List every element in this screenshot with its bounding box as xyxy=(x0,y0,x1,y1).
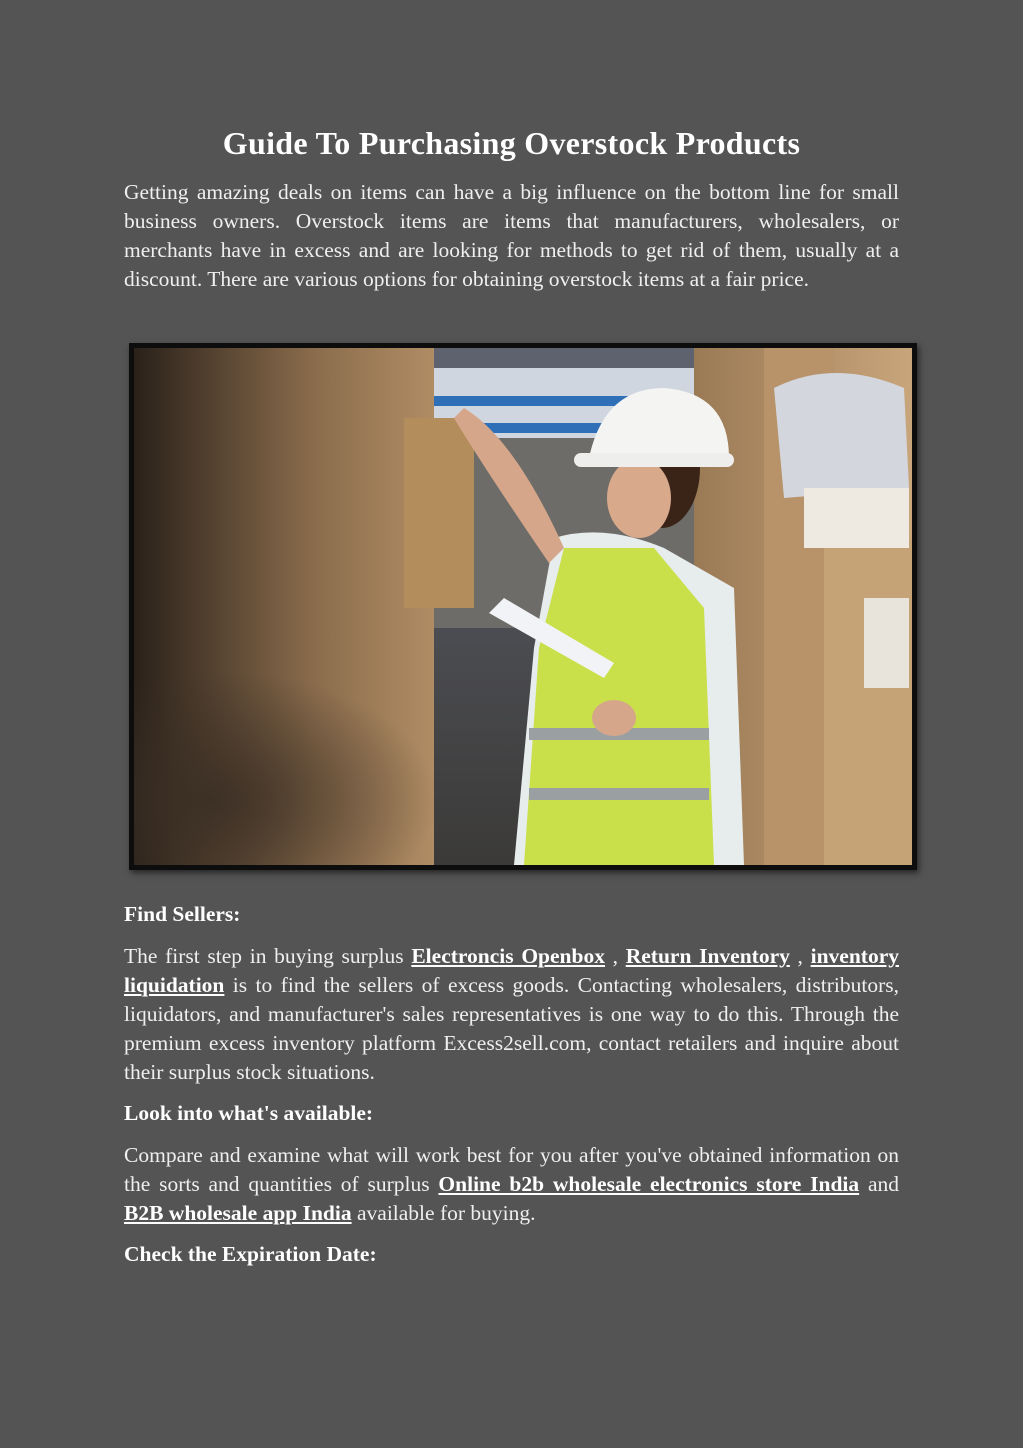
warehouse-worker-photo xyxy=(134,348,912,865)
look-available-text-3: available for buying. xyxy=(351,1201,536,1225)
link-electronics-openbox[interactable]: Electroncis Openbox xyxy=(411,944,605,968)
look-available-text-1: Compare and examine what will work best for you after you've obtained information on the sorts and quantities of surplus xyxy=(124,1143,899,1196)
look-available-paragraph xyxy=(124,1141,899,1228)
section-heading-find-sellers: Find Sellers: xyxy=(124,902,241,926)
link-b2b-wholesale-app[interactable]: B2B wholesale app India xyxy=(124,1201,352,1225)
document-page xyxy=(124,120,899,294)
section-heading-look-available: Look into what's available: xyxy=(124,1101,374,1125)
warehouse-photo-frame xyxy=(129,343,917,870)
section-look-available xyxy=(124,1097,899,1228)
find-sellers-paragraph xyxy=(124,942,899,1087)
link-inventory-liquidation[interactable]: inventory liquidation xyxy=(124,944,900,997)
page-title: Guide To Purchasing Overstock Products xyxy=(222,125,801,161)
content-sections xyxy=(124,898,899,1270)
find-sellers-text-2: is to find the sellers of excess goods. Contacting wholesalers, distributors, liquidators, and manufacturer's sales representatives is one way to do this. Through the premium excess inventory platform Excess2sell.com, contact retailers and inquire about their surplus stock situations. xyxy=(124,973,899,1084)
section-heading-expiration: Check the Expiration Date: xyxy=(124,1242,377,1266)
link-return-inventory[interactable]: Return Inventory xyxy=(625,944,790,968)
find-sellers-text-1: The first step in buying surplus xyxy=(124,944,412,968)
section-expiration xyxy=(124,1238,899,1270)
link-online-b2b-wholesale-store[interactable]: Online b2b wholesale electronics store India xyxy=(438,1172,860,1196)
section-find-sellers xyxy=(124,898,899,1087)
link-separator: , xyxy=(604,944,626,968)
look-available-text-2: and xyxy=(859,1172,899,1196)
link-separator: , xyxy=(789,944,811,968)
intro-paragraph: Getting amazing deals on items can have a big influence on the bottom line for small business owners. Overstock items are items that manufacturers, wholesalers, or merchants have in excess and are looking for methods to get rid of them, usually at a discount. There are various options for obtaining overstock items at a fair price. xyxy=(124,180,899,291)
